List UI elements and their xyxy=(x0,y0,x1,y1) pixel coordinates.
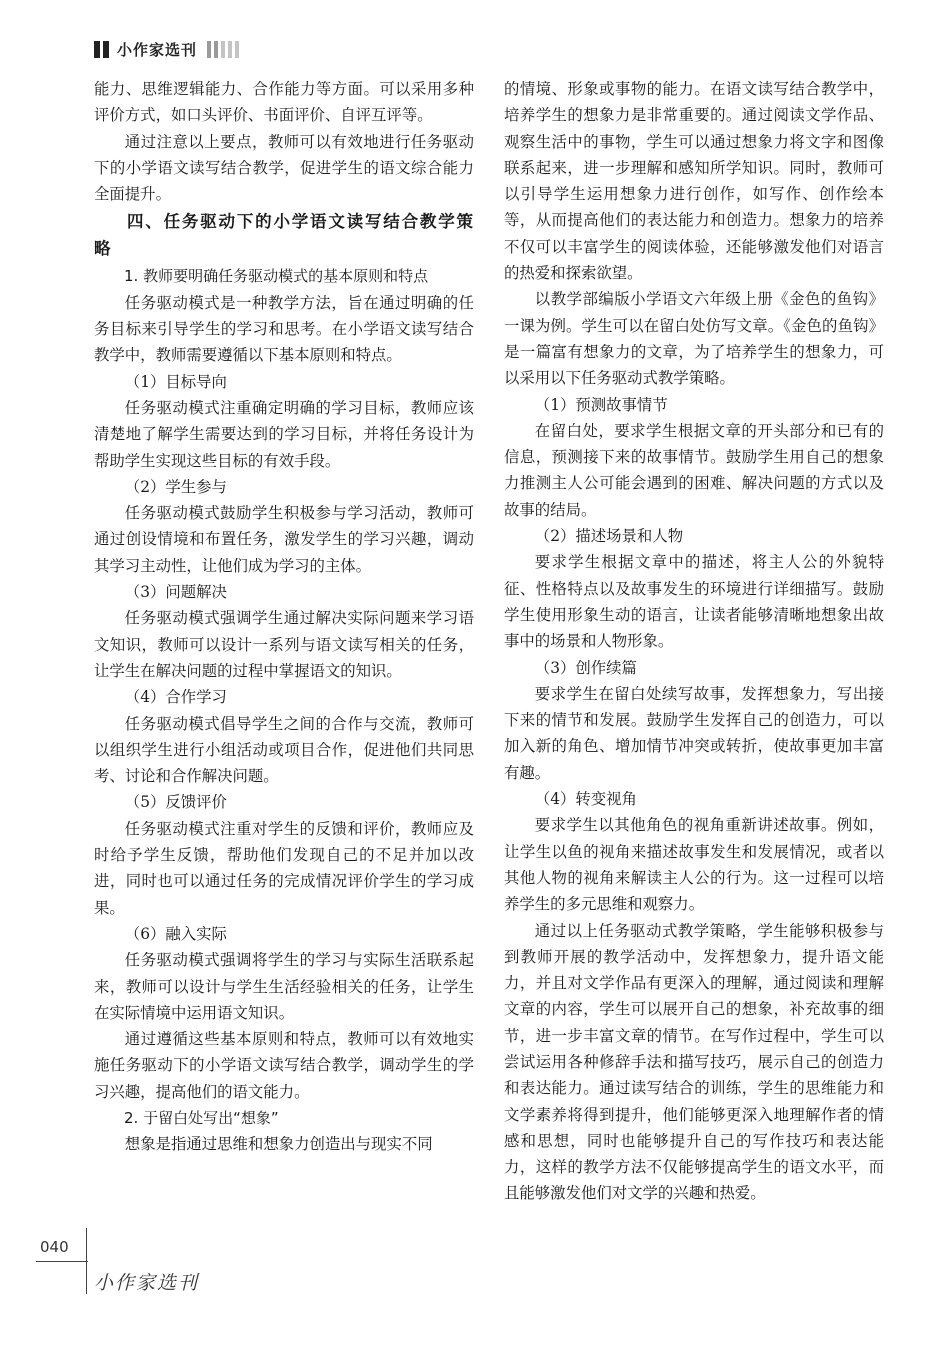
paragraph: 任务驱动模式注重对学生的反馈和评价，教师应及时给予学生反馈，帮助他们发现自己的不足并加以改进，同时也可以通过任务的完成情况评价学生的学习成果。 xyxy=(94,819,474,917)
header-bars-icon xyxy=(94,41,109,58)
list-item-heading: （2）学生参与 xyxy=(124,477,227,496)
list-item-heading: （6）融入实际 xyxy=(124,924,227,943)
paragraph: 任务驱动模式是一种教学方法，旨在通过明确的任务目标来引导学生的学习和思考。在小学语文读写结合教学中，教师需要遵循以下基本原则和特点。 xyxy=(94,293,474,365)
paragraph: 任务驱动模式鼓励学生积极参与学习活动，教师可通过创设情境和布置任务，激发学生的学习兴趣，调动其学习主动性，让他们成为学习的主体。 xyxy=(94,504,474,575)
paragraph: 任务驱动模式倡导学生之间的合作与交流，教师可以组织学生进行小组活动或项目合作，促进他们共同思考、讨论和合作解决问题。 xyxy=(94,714,474,786)
page-number: 040 xyxy=(40,1238,69,1256)
list-item-heading: （2）描述场景和人物 xyxy=(534,527,684,546)
paragraph: 要求学生在留白处续写故事，发挥想象力，写出接下来的情节和发展。鼓励学生发挥自己的创造力，可以加入新的角色、增加情节冲突或转折，使故事更加丰富有趣。 xyxy=(504,684,884,782)
paragraph: 通过以上任务驱动式教学策略，学生能够积极参与到教师开展的教学活动中，发挥想象力，提升语文能力，并且对文学作品有更深入的理解，通过阅读和理解文章的内容，学生可以展开自己的想象，补充故事的细节，进一步丰富文章的情节。在写作过程中，学生可以尝试运用各种修辞手法和描写技巧，展示自己的创造力和表达能力。通过读写结合的训练，学生的思维能力和文学素养将得到提升，他们能够更深入地理解作者的情感和思想，同时也能够提升自己的写作技巧和表达能力，这样的教学方法不仅能够提高学生的语文水平，而且能够激发他们对文学的兴趣和热爱。 xyxy=(504,921,884,1203)
page-header xyxy=(94,38,239,60)
paragraph: 通过遵循这些基本原则和特点，教师可以有效地实施任务驱动下的小学语文读写结合教学，调动学生的学习兴趣，提高他们的语文能力。 xyxy=(94,1030,474,1101)
paragraph: 以教学部编版小学语文六年级上册《金色的鱼钩》一课为例。学生可以在留白处仿写文章。《金色的鱼钩》是一篇富有想象力的文章，为了培养学生的想象力，可以采用以下任务驱动式教学策略。 xyxy=(504,290,884,388)
list-item-heading: （4）转变视角 xyxy=(534,790,637,809)
subsection-heading: 2. 于留白处写出“想象” xyxy=(124,1108,279,1127)
header-gradient-bars-icon xyxy=(207,41,239,58)
journal-title: 小作家选刊 xyxy=(117,40,198,59)
list-item-heading: （1）目标导向 xyxy=(124,372,227,391)
section-heading: 四、任务驱动下的小学语文读写结合教学策略 xyxy=(94,212,474,258)
footer-divider-horizontal xyxy=(36,1261,88,1262)
paragraph: 的情境、形象或事物的能力。在语文读写结合教学中，培养学生的想象力是非常重要的。通过阅读文学作品、观察生活中的事物，学生可以通过想象力将文字和图像联系起来，进一步理解和感知所学知识。同时，教师可以引导学生运用想象力进行创作，如写作、创作绘本等，从而提高他们的表达能力和创造力。想象力的培养不仅可以丰富学生的阅读体验，还能够激发他们对语言的热爱和探索欲望。 xyxy=(504,80,884,283)
paragraph: 要求学生以其他角色的视角重新讲述故事。例如，让学生以鱼的视角来描述故事发生和发展情况，或者以其他人物的视角来解读主人公的行为。这一过程可以培养学生的多元思维和观察力。 xyxy=(504,816,884,914)
list-item-heading: （3）问题解决 xyxy=(124,583,227,602)
list-item-heading: （3）创作续篇 xyxy=(534,658,637,677)
right-column xyxy=(504,76,884,1207)
list-item-heading: （1）预测故事情节 xyxy=(534,395,668,414)
paragraph: 通过注意以上要点，教师可以有效地进行任务驱动下的小学语文读写结合教学，促进学生的语文综合能力全面提升。 xyxy=(94,132,474,204)
footer-logo: 小作家选刊 xyxy=(94,1272,200,1294)
list-item-heading: （4）合作学习 xyxy=(124,688,227,707)
paragraph: 任务驱动模式注重确定明确的学习目标，教师应该清楚地了解学生需要达到的学习目标，并将任务设计为帮助学生实现这些目标的有效手段。 xyxy=(94,398,474,470)
subsection-heading: 1. 教师要明确任务驱动模式的基本原则和特点 xyxy=(124,267,429,286)
paragraph: 任务驱动模式强调将学生的学习与实际生活联系起来，教师可以设计与学生生活经验相关的任务，让学生在实际情境中运用语文知识。 xyxy=(94,951,474,1022)
paragraph: 任务驱动模式强调学生通过解决实际问题来学习语文知识，教师可以设计一系列与语文读写相关的任务，让学生在解决问题的过程中掌握语文的知识。 xyxy=(94,609,474,680)
list-item-heading: （5）反馈评价 xyxy=(124,793,227,812)
paragraph: 能力、思维逻辑能力、合作能力等方面。可以采用多种评价方式，如口头评价、书面评价、自评互评等。 xyxy=(94,80,474,125)
left-column xyxy=(94,76,474,1158)
paragraph: 想象是指通过思维和想象力创造出与现实不同 xyxy=(124,1135,433,1154)
paragraph: 要求学生根据文章中的描述，将主人公的外貌特征、性格特点以及故事发生的环境进行详细描写。鼓励学生使用形象生动的语言，让读者能够清晰地想象出故事中的场景和人物形象。 xyxy=(504,553,884,651)
paragraph: 在留白处，要求学生根据文章的开头部分和已有的信息，预测接下来的故事情节。鼓励学生用自己的想象力推测主人公可能会遇到的困难、解决问题的方式以及故事的结局。 xyxy=(504,421,884,519)
